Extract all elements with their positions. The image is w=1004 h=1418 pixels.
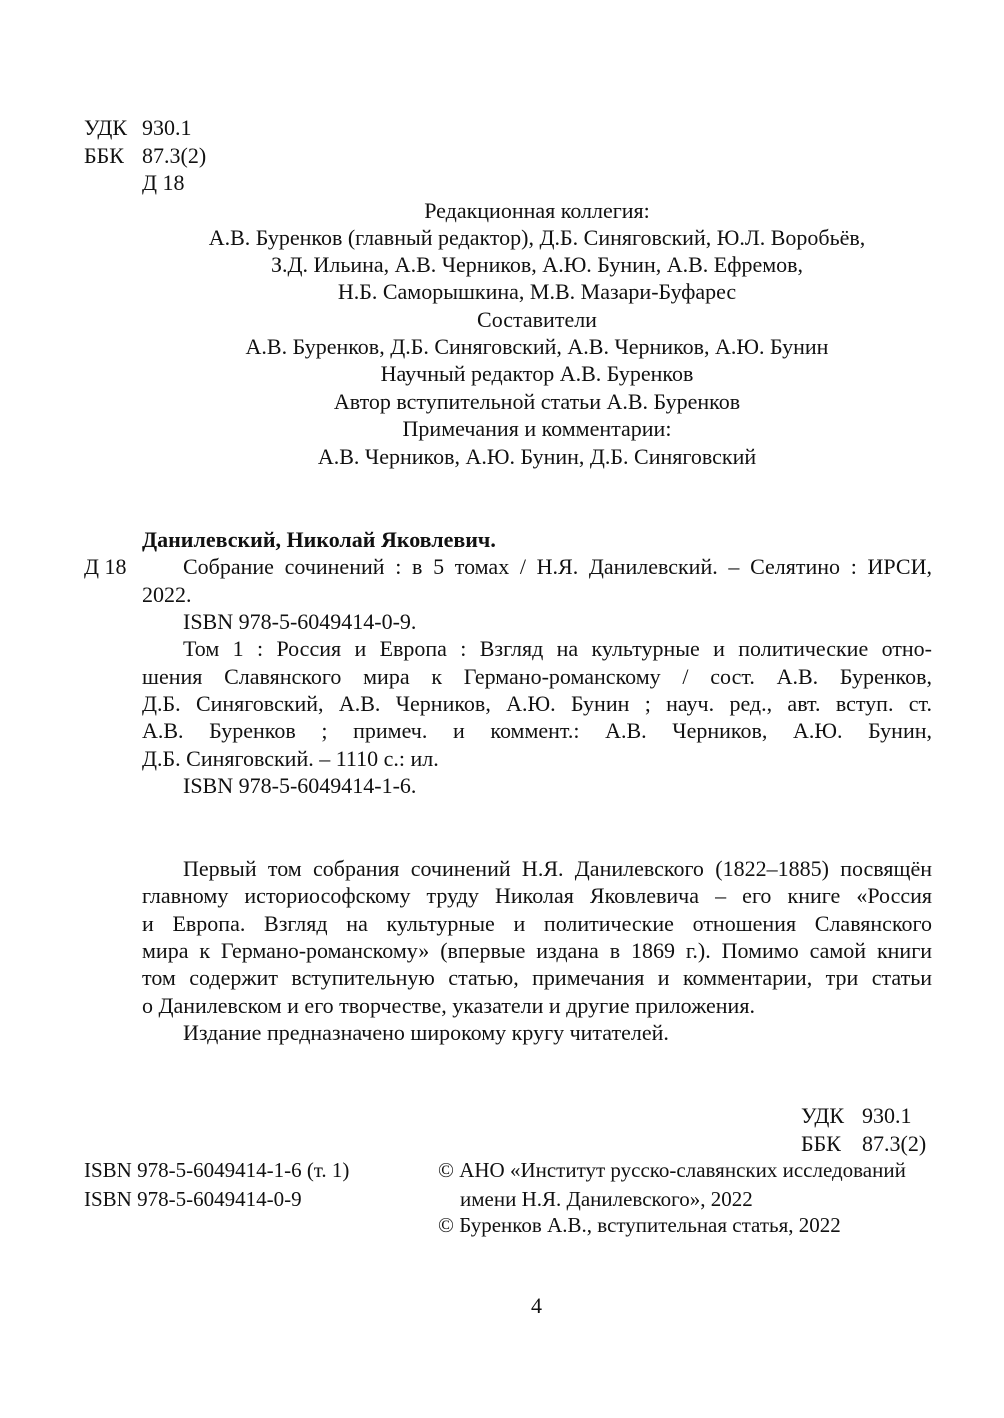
bbk-value: 87.3(2) xyxy=(142,143,207,168)
annotation-line: главному историософскому труду Николая Яковлевича – его книге «Россия xyxy=(142,883,932,908)
intro-author: Автор вступительной статьи А.В. Буренков xyxy=(333,389,741,414)
notes-line: А.В. Черников, А.Ю. Бунин, Д.Б. Синяговский xyxy=(317,444,757,469)
compilers-heading: Составители xyxy=(477,307,597,332)
copyright-institute-cont: имени Н.Я. Данилевского», 2022 xyxy=(460,1187,753,1211)
catalog-author-heading: Данилевский, Николай Яковлевич. xyxy=(142,527,496,552)
footer-udk-value: 930.1 xyxy=(862,1103,912,1128)
copyright-author: © Буренков А.В., вступительная статья, 2022 xyxy=(438,1213,841,1237)
catalog-entry-line: шения Славянского мира к Германо-романскому / сост. А.В. Буренков, xyxy=(142,664,932,689)
annotation-line: Издание предназначено широкому кругу читателей. xyxy=(183,1020,669,1045)
notes-heading: Примечания и комментарии: xyxy=(402,416,672,441)
footer-udk-label: УДК xyxy=(801,1103,845,1128)
editorial-board-line: З.Д. Ильина, А.В. Черников, А.Ю. Бунин, А.В. Ефремов, xyxy=(270,252,804,277)
annotation-line: Первый том собрания сочинений Н.Я. Данилевского (1822–1885) посвящён xyxy=(183,856,932,881)
udk-label: УДК xyxy=(84,115,128,140)
copyright-institute: © АНО «Институт русско-славянских исследований xyxy=(438,1158,906,1182)
annotation-line: и Европа. Взгляд на культурные и политические отношения Славянского xyxy=(142,911,932,936)
catalog-entry-line: ISBN 978-5-6049414-0-9. xyxy=(183,609,417,634)
catalog-entry-line: Том 1 : Россия и Европа : Взгляд на культурные и политические отно- xyxy=(183,636,932,661)
catalog-mark: Д 18 xyxy=(84,554,127,579)
catalog-entry-line: ISBN 978-5-6049414-1-6. xyxy=(183,773,417,798)
annotation-line: том содержит вступительную статью, примечания и комментарии, три статьи xyxy=(142,965,932,990)
udk-value: 930.1 xyxy=(142,115,192,140)
editorial-board-line: Н.Б. Саморышкина, М.В. Мазари-Буфарес xyxy=(337,279,737,304)
isbn-set: ISBN 978-5-6049414-0-9 xyxy=(84,1187,302,1211)
footer-bbk-label: ББК xyxy=(801,1131,841,1156)
editorial-board-heading: Редакционная коллегия: xyxy=(424,198,650,223)
catalog-entry-line: Д.Б. Синяговский, А.В. Черников, А.Ю. Бунин ; науч. ред., авт. вступ. ст. xyxy=(142,691,932,716)
catalog-entry-line: А.В. Буренков ; примеч. и коммент.: А.В. Черников, А.Ю. Бунин, xyxy=(142,718,932,743)
footer-bbk-value: 87.3(2) xyxy=(862,1131,927,1156)
page-number: 4 xyxy=(531,1293,542,1318)
compilers-line: А.В. Буренков, Д.Б. Синяговский, А.В. Черников, А.Ю. Бунин xyxy=(245,334,829,359)
science-editor: Научный редактор А.В. Буренков xyxy=(380,361,694,386)
bbk-label: ББК xyxy=(84,143,124,168)
catalog-entry-line: Собрание сочинений : в 5 томах / Н.Я. Данилевский. – Селятино : ИРСИ, xyxy=(183,554,932,579)
catalog-entry-line: Д.Б. Синяговский. – 1110 с.: ил. xyxy=(142,746,439,771)
annotation-line: мира к Германо-романскому» (впервые издана в 1869 г.). Помимо самой книги xyxy=(142,938,932,963)
editorial-board-line: А.В. Буренков (главный редактор), Д.Б. Синяговский, Ю.Л. Воробьёв, xyxy=(208,225,866,250)
annotation-line: о Данилевском и его творчестве, указатели и другие приложения. xyxy=(142,993,755,1018)
catalog-entry-line: 2022. xyxy=(142,582,192,607)
isbn-volume: ISBN 978-5-6049414-1-6 (т. 1) xyxy=(84,1158,350,1182)
author-mark: Д 18 xyxy=(142,170,185,195)
